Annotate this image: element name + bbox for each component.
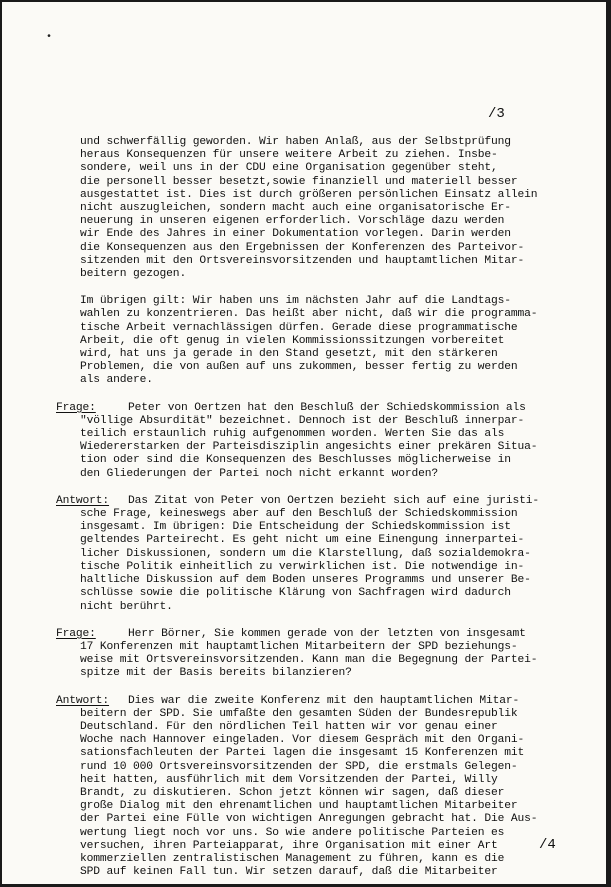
text-line: sche Frage, keineswegs aber auf den Beschluß der Schiedskommission bbox=[80, 508, 518, 521]
text-line: ausgestattet ist. Dies ist durch größeren persönlichen Einsatz allein bbox=[80, 188, 538, 201]
qa-first-line-text: Herr Börner, Sie kommen gerade von der letzten von insgesamt bbox=[128, 627, 526, 640]
text-line: beitern gezogen. bbox=[80, 268, 187, 281]
text-line: heraus Konsequenzen für unsere weitere Arbeit zu ziehen. Insbe- bbox=[80, 149, 498, 162]
text-line: licher Diskussionen, sondern um die Klarstellung, daß sozialdemokra- bbox=[80, 547, 531, 560]
text-line: die Konsequenzen aus den Ergebnissen der Konferenzen des Parteivor- bbox=[80, 241, 525, 254]
answer-block bbox=[56, 695, 568, 880]
text-line: spitze mit der Basis bereits bilanzieren? bbox=[80, 667, 352, 680]
text-line: sondere, weil uns in der CDU eine Organisation gegenüber steht, bbox=[80, 162, 498, 175]
question-block bbox=[56, 628, 568, 681]
text-line: Deutschland. Für den nördlichen Teil hatten wir vor genau einer bbox=[80, 720, 498, 733]
qa-first-line bbox=[80, 695, 568, 708]
qa-first-line-text: Dies war die zweite Konferenz mit den hauptamtlichen Mitar- bbox=[128, 694, 520, 707]
text-line: tische Politik einheitlich zu verwirklichen ist. Die notwendige in- bbox=[80, 560, 525, 573]
qa-section bbox=[56, 402, 568, 880]
second-paragraph bbox=[80, 295, 568, 387]
corner-mark: • bbox=[46, 32, 53, 43]
question-block bbox=[56, 402, 568, 481]
question-label: Frage: bbox=[56, 401, 96, 414]
qa-first-line bbox=[80, 628, 568, 641]
text-line: versuchen, ihren Parteiapparat, ihre Organisation mit einer Art bbox=[80, 839, 498, 852]
document-page bbox=[2, 2, 606, 884]
qa-first-line-text: Das Zitat von Peter von Oertzen bezieht sich auf eine juristi- bbox=[128, 494, 540, 507]
text-line: Problemen, die von außen auf uns zukommen, besser fertig zu werden bbox=[80, 361, 518, 374]
text-line: geltendes Parteirecht. Es geht nicht um eine Einengung innerpartei- bbox=[80, 534, 525, 547]
text-line: 17 Konferenzen mit hauptamtlichen Mitarbeitern der SPD beziehungs- bbox=[80, 640, 518, 653]
text-line: Woche nach Hannover eingeladen. Vor diesem Gespräch mit den Organi- bbox=[80, 734, 525, 747]
text-line: heit hatten, ausführlich mit dem Vorsitzenden der Partei, Willy bbox=[80, 773, 498, 786]
text-line: teilich erstaunlich ruhig aufgenommen worden. Werten Sie das als bbox=[80, 428, 505, 441]
text-line: große Dialog mit den ehrenamtlichen und hauptamtlichen Mitarbeiter bbox=[80, 800, 518, 813]
text-line: als andere. bbox=[80, 374, 153, 387]
text-line: SPD auf keinen Fall tun. Wir setzen darauf, daß die Mitarbeiter bbox=[80, 866, 498, 879]
text-line: Brandt, zu diskutieren. Schon jetzt können wir sagen, daß dieser bbox=[80, 786, 505, 799]
text-body bbox=[56, 136, 568, 879]
text-line: wertung liegt noch vor uns. So wie andere politische Parteien es bbox=[80, 826, 505, 839]
text-line: beitern der SPD. Sie umfaßte den gesamten Süden der Bundesrepublik bbox=[80, 707, 518, 720]
question-label: Frage: bbox=[56, 627, 96, 640]
page-number-bottom: /4 bbox=[539, 837, 556, 853]
text-line: sationsfachleuten der Partei lagen die insgesamt 15 Konferenzen mit bbox=[80, 747, 525, 760]
text-line: Wiedererstarken der Parteisdisziplin angesichts einer prekären Situa- bbox=[80, 441, 538, 454]
text-line: den Gliederungen der Partei noch nicht erkannt worden? bbox=[80, 467, 438, 480]
text-line: kommerziellen zentralistischen Management zu führen, kann es die bbox=[80, 852, 505, 865]
qa-first-line-text: Peter von Oertzen hat den Beschluß der Schiedskommission als bbox=[128, 401, 526, 414]
text-line: nicht berührt. bbox=[80, 600, 173, 613]
text-line: nicht auszugleichen, sondern macht auch eine organisatorische Er- bbox=[80, 202, 511, 215]
text-line: rund 10 000 Ortsvereinsvorsitzenden der SPD, die erstmals Gelegen- bbox=[80, 760, 518, 773]
text-line: tische Arbeit vernachlässigen dürfen. Gerade diese programmatische bbox=[80, 321, 518, 334]
intro-paragraph bbox=[80, 136, 568, 281]
text-line: schlüsse sowie die politische Klärung von Sachfragen wird dadurch bbox=[80, 587, 511, 600]
qa-first-line bbox=[80, 402, 568, 415]
text-line: und schwerfällig geworden. Wir haben Anlaß, aus der Selbstprüfung bbox=[80, 136, 511, 148]
text-line: Arbeit, die oft genug in vielen Kommissionssitzungen vorbereitet bbox=[80, 334, 505, 347]
text-line: neuerung in unseren eigenen erforderlich. Vorschläge dazu werden bbox=[80, 215, 505, 228]
answer-label: Antwort: bbox=[56, 494, 110, 507]
text-line: der Partei eine Fülle von wichtigen Anregungen gebracht hat. Die Aus- bbox=[80, 813, 538, 826]
text-line: sitzenden mit den Ortsvereinsvorsitzenden und hauptamtlichen Mitar- bbox=[80, 254, 525, 267]
answer-block bbox=[56, 495, 568, 614]
text-line: insgesamt. Im übrigen: Die Entscheidung der Schiedskommission ist bbox=[80, 521, 511, 534]
text-line: wird, hat uns ja gerade in den Stand gesetzt, mit den stärkeren bbox=[80, 348, 498, 361]
text-line: haltliche Diskussion auf dem Boden unseres Programms und unserer Be- bbox=[80, 574, 531, 587]
text-line: weise mit Ortsvereinsvorsitzenden. Kann man die Begegnung der Partei- bbox=[80, 654, 538, 667]
page-number-top: /3 bbox=[488, 106, 505, 122]
text-line: tion oder sind die Konsequenzen des Beschlusses möglicherweise in bbox=[80, 454, 511, 467]
text-line: "völlige Absurdität" bezeichnet. Dennoch ist der Beschluß innerpar- bbox=[80, 414, 525, 427]
answer-label: Antwort: bbox=[56, 694, 110, 707]
qa-first-line bbox=[80, 495, 568, 508]
text-line: die personell besser besetzt,sowie finanziell und materiell besser bbox=[80, 175, 518, 188]
text-line: Im übrigen gilt: Wir haben uns im nächsten Jahr auf die Landtags- bbox=[80, 295, 511, 308]
text-line: wir Ende des Jahres in einer Dokumentation vorlegen. Darin werden bbox=[80, 228, 511, 241]
text-line: wahlen zu konzentrieren. Das heißt aber nicht, daß wir die programma- bbox=[80, 308, 538, 321]
